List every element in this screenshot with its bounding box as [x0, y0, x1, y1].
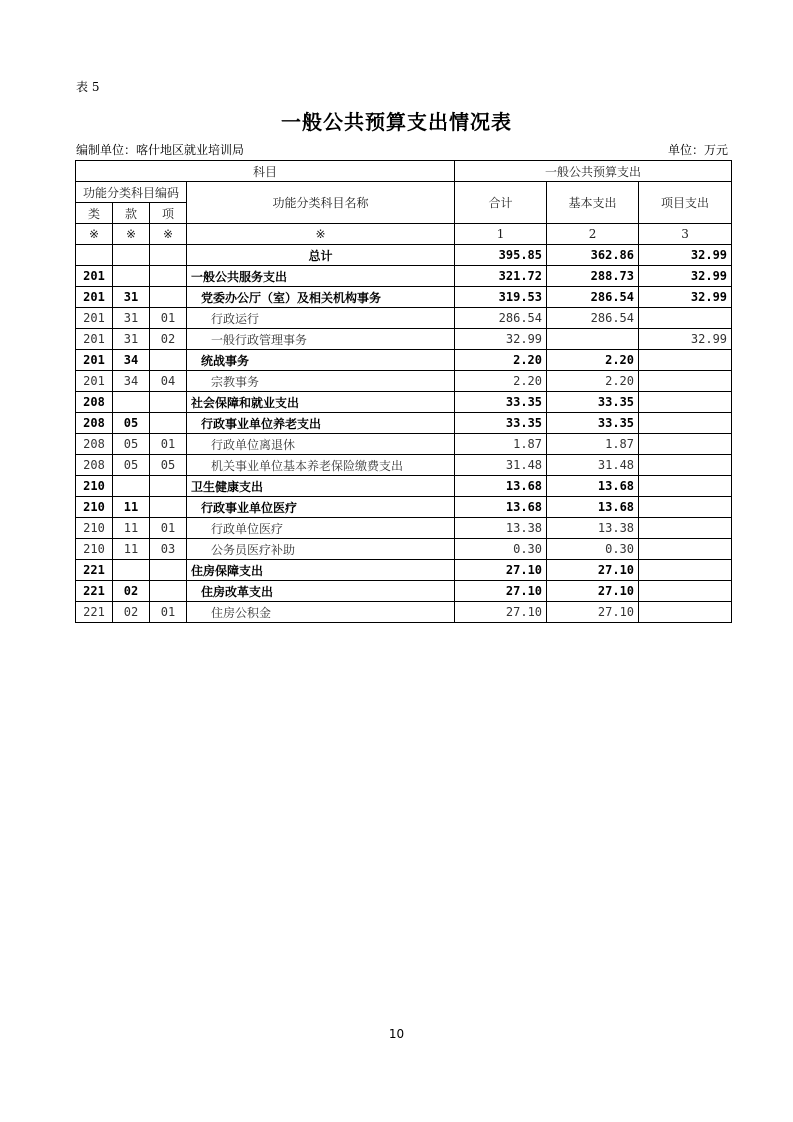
subject-name-cell: 行政事业单位医疗	[187, 497, 455, 518]
basic-cell: 33.35	[547, 413, 639, 434]
header-lei: 类	[76, 203, 113, 224]
code-lei-cell	[76, 245, 113, 266]
header-row-2	[76, 182, 732, 203]
code-xiang-cell	[150, 560, 187, 581]
basic-cell: 33.35	[547, 392, 639, 413]
subject-name-cell: 一般公共服务支出	[187, 266, 455, 287]
project-cell	[639, 308, 732, 329]
project-cell	[639, 455, 732, 476]
subject-name-cell: 行政事业单位养老支出	[187, 413, 455, 434]
subject-name-cell: 总计	[187, 245, 455, 266]
code-lei-cell: 221	[76, 560, 113, 581]
subject-name-cell: 行政单位医疗	[187, 518, 455, 539]
code-lei-cell: 210	[76, 476, 113, 497]
code-xiang-cell	[150, 413, 187, 434]
header-subject: 科目	[76, 161, 455, 182]
code-xiang-cell	[150, 266, 187, 287]
header-kuan: 款	[113, 203, 150, 224]
code-kuan-cell: 31	[113, 308, 150, 329]
code-lei-cell: 210	[76, 497, 113, 518]
table-row	[76, 497, 732, 518]
project-cell	[639, 350, 732, 371]
project-cell	[639, 518, 732, 539]
table-row	[76, 266, 732, 287]
project-cell: 32.99	[639, 329, 732, 350]
code-kuan-cell: 05	[113, 413, 150, 434]
code-xiang-cell	[150, 392, 187, 413]
subject-name-cell: 住房公积金	[187, 602, 455, 623]
basic-cell: 286.54	[547, 308, 639, 329]
code-kuan-cell: 05	[113, 434, 150, 455]
total-cell: 395.85	[455, 245, 547, 266]
code-lei-cell: 201	[76, 371, 113, 392]
basic-cell: 362.86	[547, 245, 639, 266]
total-cell: 1.87	[455, 434, 547, 455]
code-kuan-cell: 31	[113, 329, 150, 350]
basic-cell: 286.54	[547, 287, 639, 308]
project-cell	[639, 476, 732, 497]
subject-name-cell: 党委办公厅（室）及相关机构事务	[187, 287, 455, 308]
mark-lei: ※	[76, 224, 113, 245]
table-row	[76, 518, 732, 539]
code-lei-cell: 208	[76, 392, 113, 413]
basic-cell: 31.48	[547, 455, 639, 476]
total-cell: 33.35	[455, 413, 547, 434]
subject-name-cell: 行政单位离退休	[187, 434, 455, 455]
total-cell: 33.35	[455, 392, 547, 413]
code-xiang-cell	[150, 476, 187, 497]
subject-name-cell: 行政运行	[187, 308, 455, 329]
basic-cell: 1.87	[547, 434, 639, 455]
table-row	[76, 455, 732, 476]
total-cell: 2.20	[455, 350, 547, 371]
total-cell: 32.99	[455, 329, 547, 350]
code-kuan-cell: 11	[113, 518, 150, 539]
code-lei-cell: 208	[76, 434, 113, 455]
table-row	[76, 287, 732, 308]
basic-cell: 2.20	[547, 371, 639, 392]
total-cell: 13.68	[455, 497, 547, 518]
total-cell: 31.48	[455, 455, 547, 476]
code-lei-cell: 201	[76, 350, 113, 371]
code-xiang-cell: 03	[150, 539, 187, 560]
document-title: 一般公共预算支出情况表	[281, 110, 512, 134]
code-kuan-cell	[113, 560, 150, 581]
code-kuan-cell	[113, 392, 150, 413]
subject-name-cell: 卫生健康支出	[187, 476, 455, 497]
subject-name-cell: 统战事务	[187, 350, 455, 371]
col-index-2: 2	[547, 224, 639, 245]
table-row	[76, 329, 732, 350]
table-row	[76, 350, 732, 371]
code-lei-cell: 210	[76, 518, 113, 539]
project-cell: 32.99	[639, 287, 732, 308]
code-lei-cell: 208	[76, 455, 113, 476]
code-lei-cell: 201	[76, 266, 113, 287]
code-lei-cell: 201	[76, 329, 113, 350]
code-kuan-cell	[113, 266, 150, 287]
code-xiang-cell: 01	[150, 434, 187, 455]
basic-cell: 288.73	[547, 266, 639, 287]
code-xiang-cell: 01	[150, 308, 187, 329]
basic-cell: 13.68	[547, 476, 639, 497]
header-code-group: 功能分类科目编码	[76, 182, 187, 203]
table-row	[76, 581, 732, 602]
code-kuan-cell: 31	[113, 287, 150, 308]
code-kuan-cell: 34	[113, 371, 150, 392]
mark-xiang: ※	[150, 224, 187, 245]
header-row-1	[76, 161, 732, 182]
basic-cell	[547, 329, 639, 350]
code-lei-cell: 221	[76, 581, 113, 602]
header-total-col: 合计	[455, 182, 547, 224]
code-lei-cell: 201	[76, 287, 113, 308]
header-xiang: 项	[150, 203, 187, 224]
table-row	[76, 602, 732, 623]
subject-name-cell: 机关事业单位基本养老保险缴费支出	[187, 455, 455, 476]
amount-unit: 单位：万元	[667, 143, 728, 157]
code-xiang-cell	[150, 245, 187, 266]
code-xiang-cell: 01	[150, 602, 187, 623]
table-row	[76, 308, 732, 329]
basic-cell: 27.10	[547, 560, 639, 581]
total-cell: 27.10	[455, 581, 547, 602]
project-cell	[639, 413, 732, 434]
code-kuan-cell: 02	[113, 581, 150, 602]
total-cell: 13.68	[455, 476, 547, 497]
subject-name-cell: 社会保障和就业支出	[187, 392, 455, 413]
mark-kuan: ※	[113, 224, 150, 245]
header-row-4	[76, 224, 732, 245]
table-row	[76, 476, 732, 497]
basic-cell: 13.38	[547, 518, 639, 539]
table-row	[76, 245, 732, 266]
project-cell	[639, 602, 732, 623]
code-kuan-cell	[113, 245, 150, 266]
code-kuan-cell: 05	[113, 455, 150, 476]
code-lei-cell: 210	[76, 539, 113, 560]
code-xiang-cell	[150, 581, 187, 602]
total-cell: 0.30	[455, 539, 547, 560]
table-row	[76, 413, 732, 434]
project-cell	[639, 371, 732, 392]
header-basic-col: 基本支出	[547, 182, 639, 224]
basic-cell: 27.10	[547, 602, 639, 623]
project-cell	[639, 539, 732, 560]
subject-name-cell: 住房改革支出	[187, 581, 455, 602]
code-xiang-cell: 01	[150, 518, 187, 539]
project-cell	[639, 497, 732, 518]
basic-cell: 27.10	[547, 581, 639, 602]
code-kuan-cell: 34	[113, 350, 150, 371]
code-xiang-cell: 04	[150, 371, 187, 392]
code-kuan-cell: 11	[113, 539, 150, 560]
subject-name-cell: 宗教事务	[187, 371, 455, 392]
total-cell: 27.10	[455, 602, 547, 623]
table-row	[76, 371, 732, 392]
total-cell: 2.20	[455, 371, 547, 392]
code-kuan-cell: 11	[113, 497, 150, 518]
mark-name: ※	[187, 224, 455, 245]
compiling-unit: 编制单位：喀什地区就业培训局	[76, 143, 245, 157]
code-lei-cell: 221	[76, 602, 113, 623]
code-lei-cell: 201	[76, 308, 113, 329]
col-index-1: 1	[455, 224, 547, 245]
project-cell	[639, 581, 732, 602]
total-cell: 321.72	[455, 266, 547, 287]
code-lei-cell: 208	[76, 413, 113, 434]
header-project-col: 项目支出	[639, 182, 732, 224]
code-xiang-cell	[150, 350, 187, 371]
total-cell: 319.53	[455, 287, 547, 308]
code-kuan-cell: 02	[113, 602, 150, 623]
header-budget-group: 一般公共预算支出	[455, 161, 732, 182]
subject-name-cell: 一般行政管理事务	[187, 329, 455, 350]
project-cell: 32.99	[639, 245, 732, 266]
project-cell	[639, 560, 732, 581]
subject-name-cell: 住房保障支出	[187, 560, 455, 581]
project-cell	[639, 392, 732, 413]
subject-name-cell: 公务员医疗补助	[187, 539, 455, 560]
code-xiang-cell: 02	[150, 329, 187, 350]
col-index-3: 3	[639, 224, 732, 245]
basic-cell: 2.20	[547, 350, 639, 371]
table-number: 表 5	[76, 80, 100, 94]
code-xiang-cell: 05	[150, 455, 187, 476]
table-row	[76, 434, 732, 455]
budget-expenditure-table	[75, 160, 732, 623]
project-cell: 32.99	[639, 266, 732, 287]
table-row	[76, 539, 732, 560]
header-name-col: 功能分类科目名称	[187, 182, 455, 224]
table-row	[76, 392, 732, 413]
total-cell: 286.54	[455, 308, 547, 329]
project-cell	[639, 434, 732, 455]
total-cell: 13.38	[455, 518, 547, 539]
page-number: 10	[388, 1027, 405, 1041]
code-kuan-cell	[113, 476, 150, 497]
basic-cell: 13.68	[547, 497, 639, 518]
code-xiang-cell	[150, 287, 187, 308]
code-xiang-cell	[150, 497, 187, 518]
total-cell: 27.10	[455, 560, 547, 581]
table-row	[76, 560, 732, 581]
basic-cell: 0.30	[547, 539, 639, 560]
